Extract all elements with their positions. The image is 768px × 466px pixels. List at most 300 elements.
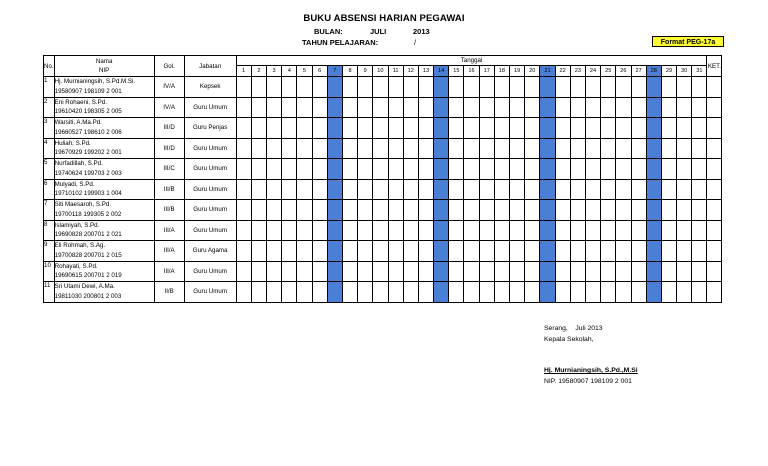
attendance-cell-day-9[interactable] — [358, 118, 373, 139]
attendance-cell-day-8[interactable] — [342, 118, 357, 139]
attendance-cell-day-10[interactable] — [373, 97, 388, 118]
attendance-cell-day-30[interactable] — [677, 261, 692, 282]
attendance-cell-day-24[interactable] — [585, 200, 600, 221]
attendance-cell-day-12[interactable] — [403, 138, 418, 159]
attendance-cell-day-9[interactable] — [358, 179, 373, 200]
attendance-cell-day-6[interactable] — [312, 179, 327, 200]
attendance-cell-day-26[interactable] — [616, 282, 631, 303]
attendance-cell-day-5[interactable] — [297, 200, 312, 221]
attendance-cell-day-17[interactable] — [479, 159, 494, 180]
attendance-cell-day-15[interactable] — [449, 138, 464, 159]
attendance-cell-day-24[interactable] — [585, 118, 600, 139]
attendance-cell-day-11[interactable] — [388, 179, 403, 200]
attendance-cell-day-10[interactable] — [373, 159, 388, 180]
attendance-cell-day-9[interactable] — [358, 138, 373, 159]
attendance-cell-day-23[interactable] — [570, 282, 585, 303]
attendance-cell-day-28[interactable] — [646, 97, 661, 118]
attendance-cell-day-27[interactable] — [631, 179, 646, 200]
attendance-cell-day-5[interactable] — [297, 118, 312, 139]
ket-cell[interactable] — [707, 282, 722, 303]
attendance-cell-day-22[interactable] — [555, 241, 570, 262]
attendance-cell-day-27[interactable] — [631, 159, 646, 180]
attendance-cell-day-14[interactable] — [434, 179, 449, 200]
ket-cell[interactable] — [707, 179, 722, 200]
attendance-cell-day-9[interactable] — [358, 77, 373, 98]
attendance-cell-day-17[interactable] — [479, 97, 494, 118]
attendance-cell-day-1[interactable] — [236, 282, 251, 303]
attendance-cell-day-31[interactable] — [692, 118, 707, 139]
attendance-cell-day-19[interactable] — [510, 138, 525, 159]
attendance-cell-day-31[interactable] — [692, 97, 707, 118]
attendance-cell-day-29[interactable] — [661, 241, 676, 262]
attendance-cell-day-23[interactable] — [570, 97, 585, 118]
attendance-cell-day-16[interactable] — [464, 97, 479, 118]
attendance-cell-day-17[interactable] — [479, 118, 494, 139]
attendance-cell-day-30[interactable] — [677, 77, 692, 98]
attendance-cell-day-17[interactable] — [479, 282, 494, 303]
attendance-cell-day-27[interactable] — [631, 261, 646, 282]
attendance-cell-day-9[interactable] — [358, 261, 373, 282]
attendance-cell-day-27[interactable] — [631, 118, 646, 139]
attendance-cell-day-20[interactable] — [525, 97, 540, 118]
attendance-cell-day-7[interactable] — [327, 77, 342, 98]
attendance-cell-day-6[interactable] — [312, 159, 327, 180]
attendance-cell-day-29[interactable] — [661, 97, 676, 118]
attendance-cell-day-18[interactable] — [494, 138, 509, 159]
attendance-cell-day-7[interactable] — [327, 179, 342, 200]
attendance-cell-day-10[interactable] — [373, 282, 388, 303]
attendance-cell-day-14[interactable] — [434, 261, 449, 282]
attendance-cell-day-1[interactable] — [236, 118, 251, 139]
attendance-cell-day-30[interactable] — [677, 200, 692, 221]
attendance-cell-day-30[interactable] — [677, 97, 692, 118]
attendance-cell-day-10[interactable] — [373, 261, 388, 282]
attendance-cell-day-28[interactable] — [646, 282, 661, 303]
attendance-cell-day-31[interactable] — [692, 282, 707, 303]
attendance-cell-day-21[interactable] — [540, 179, 555, 200]
attendance-cell-day-7[interactable] — [327, 282, 342, 303]
attendance-cell-day-31[interactable] — [692, 220, 707, 241]
attendance-cell-day-21[interactable] — [540, 77, 555, 98]
attendance-cell-day-26[interactable] — [616, 241, 631, 262]
attendance-cell-day-12[interactable] — [403, 179, 418, 200]
attendance-cell-day-26[interactable] — [616, 118, 631, 139]
attendance-cell-day-24[interactable] — [585, 138, 600, 159]
attendance-cell-day-12[interactable] — [403, 118, 418, 139]
attendance-cell-day-27[interactable] — [631, 97, 646, 118]
attendance-cell-day-24[interactable] — [585, 282, 600, 303]
attendance-cell-day-23[interactable] — [570, 118, 585, 139]
attendance-cell-day-12[interactable] — [403, 261, 418, 282]
attendance-cell-day-25[interactable] — [601, 241, 616, 262]
attendance-cell-day-27[interactable] — [631, 241, 646, 262]
attendance-cell-day-5[interactable] — [297, 77, 312, 98]
attendance-cell-day-4[interactable] — [282, 261, 297, 282]
attendance-cell-day-6[interactable] — [312, 118, 327, 139]
attendance-cell-day-23[interactable] — [570, 220, 585, 241]
attendance-cell-day-11[interactable] — [388, 77, 403, 98]
attendance-cell-day-16[interactable] — [464, 159, 479, 180]
attendance-cell-day-4[interactable] — [282, 200, 297, 221]
attendance-cell-day-19[interactable] — [510, 118, 525, 139]
attendance-cell-day-28[interactable] — [646, 77, 661, 98]
attendance-cell-day-14[interactable] — [434, 220, 449, 241]
attendance-cell-day-3[interactable] — [267, 200, 282, 221]
attendance-cell-day-2[interactable] — [251, 118, 266, 139]
attendance-cell-day-25[interactable] — [601, 159, 616, 180]
attendance-cell-day-14[interactable] — [434, 138, 449, 159]
attendance-cell-day-28[interactable] — [646, 220, 661, 241]
attendance-cell-day-4[interactable] — [282, 159, 297, 180]
attendance-cell-day-6[interactable] — [312, 241, 327, 262]
attendance-cell-day-4[interactable] — [282, 138, 297, 159]
attendance-cell-day-28[interactable] — [646, 261, 661, 282]
attendance-cell-day-21[interactable] — [540, 159, 555, 180]
attendance-cell-day-3[interactable] — [267, 97, 282, 118]
attendance-cell-day-30[interactable] — [677, 241, 692, 262]
attendance-cell-day-8[interactable] — [342, 138, 357, 159]
attendance-cell-day-5[interactable] — [297, 261, 312, 282]
attendance-cell-day-10[interactable] — [373, 118, 388, 139]
attendance-cell-day-10[interactable] — [373, 179, 388, 200]
attendance-cell-day-11[interactable] — [388, 282, 403, 303]
attendance-cell-day-11[interactable] — [388, 138, 403, 159]
attendance-cell-day-23[interactable] — [570, 159, 585, 180]
attendance-cell-day-30[interactable] — [677, 220, 692, 241]
attendance-cell-day-22[interactable] — [555, 282, 570, 303]
attendance-cell-day-7[interactable] — [327, 261, 342, 282]
attendance-cell-day-18[interactable] — [494, 179, 509, 200]
attendance-cell-day-8[interactable] — [342, 97, 357, 118]
attendance-cell-day-15[interactable] — [449, 97, 464, 118]
attendance-cell-day-19[interactable] — [510, 220, 525, 241]
attendance-cell-day-19[interactable] — [510, 159, 525, 180]
attendance-cell-day-19[interactable] — [510, 282, 525, 303]
attendance-cell-day-21[interactable] — [540, 200, 555, 221]
attendance-cell-day-8[interactable] — [342, 282, 357, 303]
attendance-cell-day-16[interactable] — [464, 282, 479, 303]
attendance-cell-day-24[interactable] — [585, 241, 600, 262]
attendance-cell-day-4[interactable] — [282, 118, 297, 139]
attendance-cell-day-25[interactable] — [601, 118, 616, 139]
attendance-cell-day-14[interactable] — [434, 200, 449, 221]
ket-cell[interactable] — [707, 138, 722, 159]
attendance-cell-day-18[interactable] — [494, 220, 509, 241]
attendance-cell-day-12[interactable] — [403, 220, 418, 241]
attendance-cell-day-17[interactable] — [479, 200, 494, 221]
attendance-cell-day-2[interactable] — [251, 261, 266, 282]
attendance-cell-day-3[interactable] — [267, 179, 282, 200]
attendance-cell-day-2[interactable] — [251, 200, 266, 221]
attendance-cell-day-29[interactable] — [661, 138, 676, 159]
attendance-cell-day-18[interactable] — [494, 282, 509, 303]
attendance-cell-day-20[interactable] — [525, 118, 540, 139]
attendance-cell-day-13[interactable] — [418, 159, 433, 180]
attendance-cell-day-1[interactable] — [236, 77, 251, 98]
attendance-cell-day-4[interactable] — [282, 179, 297, 200]
attendance-cell-day-24[interactable] — [585, 261, 600, 282]
attendance-cell-day-1[interactable] — [236, 97, 251, 118]
attendance-cell-day-19[interactable] — [510, 241, 525, 262]
attendance-cell-day-7[interactable] — [327, 118, 342, 139]
attendance-cell-day-13[interactable] — [418, 179, 433, 200]
attendance-cell-day-4[interactable] — [282, 282, 297, 303]
attendance-cell-day-30[interactable] — [677, 118, 692, 139]
attendance-cell-day-17[interactable] — [479, 261, 494, 282]
attendance-cell-day-7[interactable] — [327, 200, 342, 221]
attendance-cell-day-2[interactable] — [251, 241, 266, 262]
attendance-cell-day-28[interactable] — [646, 138, 661, 159]
attendance-cell-day-15[interactable] — [449, 200, 464, 221]
attendance-cell-day-26[interactable] — [616, 200, 631, 221]
attendance-cell-day-13[interactable] — [418, 282, 433, 303]
attendance-cell-day-11[interactable] — [388, 118, 403, 139]
attendance-cell-day-14[interactable] — [434, 118, 449, 139]
attendance-cell-day-2[interactable] — [251, 220, 266, 241]
attendance-cell-day-21[interactable] — [540, 220, 555, 241]
attendance-cell-day-9[interactable] — [358, 220, 373, 241]
attendance-cell-day-14[interactable] — [434, 97, 449, 118]
attendance-cell-day-11[interactable] — [388, 97, 403, 118]
attendance-cell-day-31[interactable] — [692, 138, 707, 159]
ket-cell[interactable] — [707, 200, 722, 221]
attendance-cell-day-17[interactable] — [479, 220, 494, 241]
attendance-cell-day-2[interactable] — [251, 159, 266, 180]
attendance-cell-day-5[interactable] — [297, 220, 312, 241]
attendance-cell-day-17[interactable] — [479, 77, 494, 98]
attendance-cell-day-13[interactable] — [418, 97, 433, 118]
attendance-cell-day-21[interactable] — [540, 138, 555, 159]
attendance-cell-day-18[interactable] — [494, 118, 509, 139]
attendance-cell-day-18[interactable] — [494, 200, 509, 221]
attendance-cell-day-30[interactable] — [677, 138, 692, 159]
attendance-cell-day-29[interactable] — [661, 282, 676, 303]
attendance-cell-day-31[interactable] — [692, 159, 707, 180]
attendance-cell-day-26[interactable] — [616, 220, 631, 241]
attendance-cell-day-7[interactable] — [327, 97, 342, 118]
attendance-cell-day-15[interactable] — [449, 118, 464, 139]
attendance-cell-day-1[interactable] — [236, 220, 251, 241]
attendance-cell-day-8[interactable] — [342, 77, 357, 98]
attendance-cell-day-27[interactable] — [631, 138, 646, 159]
attendance-cell-day-24[interactable] — [585, 159, 600, 180]
attendance-cell-day-24[interactable] — [585, 220, 600, 241]
attendance-cell-day-16[interactable] — [464, 138, 479, 159]
attendance-cell-day-15[interactable] — [449, 220, 464, 241]
attendance-cell-day-8[interactable] — [342, 159, 357, 180]
attendance-cell-day-25[interactable] — [601, 220, 616, 241]
attendance-cell-day-27[interactable] — [631, 77, 646, 98]
attendance-cell-day-19[interactable] — [510, 200, 525, 221]
attendance-cell-day-8[interactable] — [342, 200, 357, 221]
attendance-cell-day-11[interactable] — [388, 200, 403, 221]
ket-cell[interactable] — [707, 241, 722, 262]
attendance-cell-day-23[interactable] — [570, 179, 585, 200]
attendance-cell-day-25[interactable] — [601, 200, 616, 221]
attendance-cell-day-11[interactable] — [388, 220, 403, 241]
attendance-cell-day-25[interactable] — [601, 138, 616, 159]
attendance-cell-day-4[interactable] — [282, 241, 297, 262]
attendance-cell-day-12[interactable] — [403, 77, 418, 98]
ket-cell[interactable] — [707, 97, 722, 118]
attendance-cell-day-3[interactable] — [267, 138, 282, 159]
attendance-cell-day-5[interactable] — [297, 179, 312, 200]
attendance-cell-day-13[interactable] — [418, 200, 433, 221]
attendance-cell-day-22[interactable] — [555, 159, 570, 180]
attendance-cell-day-6[interactable] — [312, 261, 327, 282]
attendance-cell-day-30[interactable] — [677, 179, 692, 200]
attendance-cell-day-12[interactable] — [403, 282, 418, 303]
attendance-cell-day-10[interactable] — [373, 138, 388, 159]
attendance-cell-day-15[interactable] — [449, 77, 464, 98]
attendance-cell-day-15[interactable] — [449, 241, 464, 262]
attendance-cell-day-3[interactable] — [267, 241, 282, 262]
attendance-cell-day-13[interactable] — [418, 77, 433, 98]
attendance-cell-day-16[interactable] — [464, 179, 479, 200]
attendance-cell-day-1[interactable] — [236, 179, 251, 200]
attendance-cell-day-15[interactable] — [449, 159, 464, 180]
attendance-cell-day-2[interactable] — [251, 77, 266, 98]
attendance-cell-day-26[interactable] — [616, 179, 631, 200]
attendance-cell-day-22[interactable] — [555, 200, 570, 221]
attendance-cell-day-14[interactable] — [434, 159, 449, 180]
attendance-cell-day-13[interactable] — [418, 241, 433, 262]
attendance-cell-day-22[interactable] — [555, 138, 570, 159]
attendance-cell-day-28[interactable] — [646, 241, 661, 262]
attendance-cell-day-10[interactable] — [373, 200, 388, 221]
attendance-cell-day-25[interactable] — [601, 282, 616, 303]
attendance-cell-day-31[interactable] — [692, 77, 707, 98]
attendance-cell-day-29[interactable] — [661, 77, 676, 98]
attendance-cell-day-21[interactable] — [540, 97, 555, 118]
attendance-cell-day-13[interactable] — [418, 118, 433, 139]
attendance-cell-day-20[interactable] — [525, 220, 540, 241]
attendance-cell-day-16[interactable] — [464, 261, 479, 282]
attendance-cell-day-31[interactable] — [692, 200, 707, 221]
attendance-cell-day-13[interactable] — [418, 220, 433, 241]
attendance-cell-day-31[interactable] — [692, 179, 707, 200]
attendance-cell-day-1[interactable] — [236, 159, 251, 180]
attendance-cell-day-12[interactable] — [403, 200, 418, 221]
attendance-cell-day-22[interactable] — [555, 97, 570, 118]
attendance-cell-day-14[interactable] — [434, 77, 449, 98]
attendance-cell-day-21[interactable] — [540, 261, 555, 282]
attendance-cell-day-25[interactable] — [601, 261, 616, 282]
attendance-cell-day-20[interactable] — [525, 138, 540, 159]
ket-cell[interactable] — [707, 77, 722, 98]
attendance-cell-day-24[interactable] — [585, 179, 600, 200]
attendance-cell-day-18[interactable] — [494, 77, 509, 98]
attendance-cell-day-12[interactable] — [403, 159, 418, 180]
attendance-cell-day-4[interactable] — [282, 77, 297, 98]
attendance-cell-day-7[interactable] — [327, 138, 342, 159]
attendance-cell-day-4[interactable] — [282, 220, 297, 241]
attendance-cell-day-28[interactable] — [646, 118, 661, 139]
attendance-cell-day-23[interactable] — [570, 261, 585, 282]
attendance-cell-day-9[interactable] — [358, 200, 373, 221]
attendance-cell-day-3[interactable] — [267, 261, 282, 282]
attendance-cell-day-6[interactable] — [312, 282, 327, 303]
attendance-cell-day-15[interactable] — [449, 282, 464, 303]
attendance-cell-day-23[interactable] — [570, 200, 585, 221]
attendance-cell-day-6[interactable] — [312, 200, 327, 221]
attendance-cell-day-31[interactable] — [692, 241, 707, 262]
attendance-cell-day-1[interactable] — [236, 138, 251, 159]
attendance-cell-day-16[interactable] — [464, 220, 479, 241]
attendance-cell-day-19[interactable] — [510, 261, 525, 282]
ket-cell[interactable] — [707, 261, 722, 282]
attendance-cell-day-26[interactable] — [616, 77, 631, 98]
attendance-cell-day-20[interactable] — [525, 241, 540, 262]
attendance-cell-day-2[interactable] — [251, 138, 266, 159]
attendance-cell-day-5[interactable] — [297, 241, 312, 262]
attendance-cell-day-17[interactable] — [479, 241, 494, 262]
attendance-cell-day-25[interactable] — [601, 97, 616, 118]
attendance-cell-day-11[interactable] — [388, 159, 403, 180]
attendance-cell-day-21[interactable] — [540, 282, 555, 303]
attendance-cell-day-5[interactable] — [297, 138, 312, 159]
attendance-cell-day-29[interactable] — [661, 118, 676, 139]
attendance-cell-day-1[interactable] — [236, 200, 251, 221]
attendance-cell-day-26[interactable] — [616, 159, 631, 180]
attendance-cell-day-27[interactable] — [631, 220, 646, 241]
attendance-cell-day-8[interactable] — [342, 261, 357, 282]
attendance-cell-day-27[interactable] — [631, 282, 646, 303]
attendance-cell-day-10[interactable] — [373, 220, 388, 241]
attendance-cell-day-23[interactable] — [570, 138, 585, 159]
attendance-cell-day-11[interactable] — [388, 261, 403, 282]
attendance-cell-day-23[interactable] — [570, 241, 585, 262]
attendance-cell-day-9[interactable] — [358, 159, 373, 180]
attendance-cell-day-22[interactable] — [555, 179, 570, 200]
attendance-cell-day-20[interactable] — [525, 179, 540, 200]
attendance-cell-day-14[interactable] — [434, 282, 449, 303]
attendance-cell-day-3[interactable] — [267, 118, 282, 139]
attendance-cell-day-13[interactable] — [418, 261, 433, 282]
attendance-cell-day-5[interactable] — [297, 159, 312, 180]
attendance-cell-day-29[interactable] — [661, 159, 676, 180]
attendance-cell-day-29[interactable] — [661, 220, 676, 241]
attendance-cell-day-21[interactable] — [540, 118, 555, 139]
attendance-cell-day-20[interactable] — [525, 200, 540, 221]
ket-cell[interactable] — [707, 220, 722, 241]
attendance-cell-day-20[interactable] — [525, 159, 540, 180]
attendance-cell-day-3[interactable] — [267, 282, 282, 303]
attendance-cell-day-16[interactable] — [464, 241, 479, 262]
attendance-cell-day-6[interactable] — [312, 97, 327, 118]
attendance-cell-day-10[interactable] — [373, 241, 388, 262]
attendance-cell-day-19[interactable] — [510, 97, 525, 118]
attendance-cell-day-8[interactable] — [342, 241, 357, 262]
attendance-cell-day-1[interactable] — [236, 241, 251, 262]
attendance-cell-day-5[interactable] — [297, 97, 312, 118]
attendance-cell-day-18[interactable] — [494, 241, 509, 262]
attendance-cell-day-17[interactable] — [479, 138, 494, 159]
attendance-cell-day-1[interactable] — [236, 261, 251, 282]
attendance-cell-day-17[interactable] — [479, 179, 494, 200]
attendance-cell-day-15[interactable] — [449, 179, 464, 200]
attendance-cell-day-25[interactable] — [601, 179, 616, 200]
attendance-cell-day-25[interactable] — [601, 77, 616, 98]
attendance-cell-day-4[interactable] — [282, 97, 297, 118]
attendance-cell-day-2[interactable] — [251, 282, 266, 303]
attendance-cell-day-15[interactable] — [449, 261, 464, 282]
attendance-cell-day-24[interactable] — [585, 97, 600, 118]
attendance-cell-day-14[interactable] — [434, 241, 449, 262]
attendance-cell-day-26[interactable] — [616, 261, 631, 282]
attendance-cell-day-8[interactable] — [342, 179, 357, 200]
attendance-cell-day-2[interactable] — [251, 179, 266, 200]
